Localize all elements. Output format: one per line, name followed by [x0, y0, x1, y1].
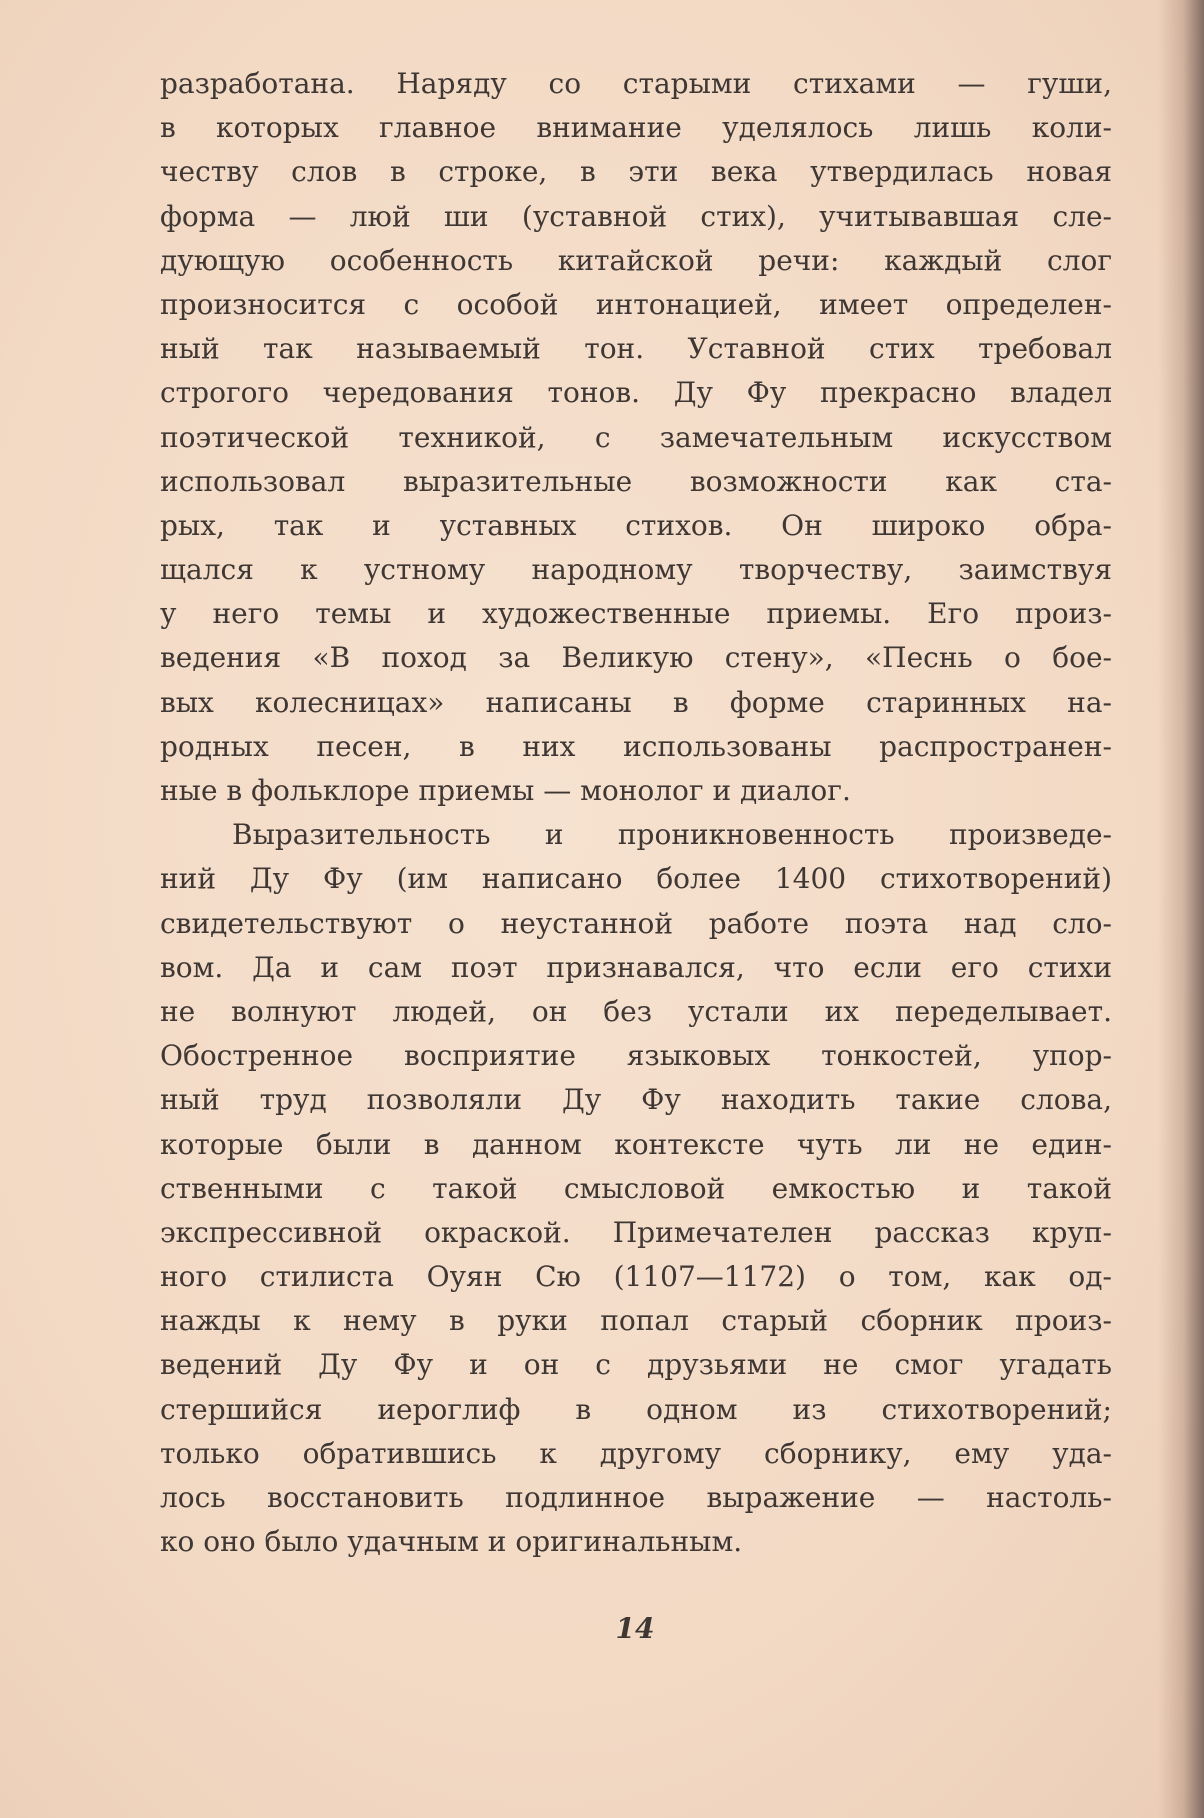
text-line: вых колесницах» написаны в форме старинных на-: [160, 685, 1112, 719]
text-line: в которых главное внимание уделялось лишь коли-: [160, 111, 1112, 145]
text-line: ственными с такой смысловой емкостью и такой: [160, 1171, 1112, 1205]
text-line: честву слов в строке, в эти века утвердилась новая: [160, 155, 1112, 189]
text-line: ведения «В поход за Великую стену», «Песнь о бое-: [160, 641, 1112, 675]
text-line: щался к устному народному творчеству, заимствуя: [160, 553, 1112, 587]
text-line: дующую особенность китайской речи: каждый слог: [160, 243, 1112, 277]
text-line: ко оно было удачным и оригинальным.: [160, 1525, 743, 1559]
body-text: [160, 62, 1112, 1564]
text-line: которые были в данном контексте чуть ли не един-: [160, 1127, 1112, 1161]
text-line: строгого чередования тонов. Ду Фу прекрасно владел: [160, 376, 1112, 410]
text-line: родных песен, в них использованы распространен-: [160, 729, 1112, 763]
text-line: поэтической техникой, с замечательным искусством: [160, 420, 1112, 454]
text-line: Выразительность и проникновенность произведе-: [232, 818, 1112, 852]
text-line: лось восстановить подлинное выражение — настоль-: [160, 1481, 1112, 1514]
text-line: вом. Да и сам поэт признавался, что если его стихи: [160, 950, 1112, 984]
text-line: ный труд позволяли Ду Фу находить такие слова,: [160, 1083, 1112, 1117]
text-line: форма — люй ши (уставной стих), учитывавшая сле-: [160, 199, 1112, 233]
text-line: у него темы и художественные приемы. Его произ-: [160, 597, 1112, 631]
paragraph: [160, 813, 1112, 1564]
text-line: только обратившись к другому сборнику, ему уда-: [160, 1436, 1112, 1470]
text-line: ные в фольклоре приемы — монолог и диалог.: [160, 774, 851, 807]
page-number: 14: [615, 1612, 655, 1645]
text-line: ного стилиста Оуян Сю (1107—1172) о том, как од-: [160, 1260, 1112, 1294]
page-edge-shadow: [1158, 0, 1204, 1818]
text-line: экспрессивной окраской. Примечателен рассказ круп-: [160, 1215, 1112, 1249]
text-line: произносится с особой интонацией, имеет определен-: [160, 287, 1112, 321]
text-line: рых, так и уставных стихов. Он широко обра-: [160, 508, 1112, 542]
text-line: свидетельствуют о неустанной работе поэта над сло-: [160, 906, 1112, 940]
text-line: использовал выразительные возможности как ста-: [160, 464, 1112, 498]
text-line: не волнуют людей, он без устали их переделывает.: [160, 994, 1112, 1028]
paragraph: [160, 62, 1112, 813]
text-line: нажды к нему в руки попал старый сборник произ-: [160, 1304, 1112, 1338]
text-line: ний Ду Фу (им написано более 1400 стихотворений): [160, 862, 1112, 896]
text-line: ный так называемый тон. Уставной стих требовал: [160, 332, 1112, 366]
text-line: разработана. Наряду со старыми стихами — гуши,: [160, 67, 1112, 100]
text-line: ведений Ду Фу и он с друзьями не смог угадать: [160, 1348, 1112, 1382]
text-line: стершийся иероглиф в одном из стихотворений;: [160, 1392, 1112, 1426]
text-line: Обостренное восприятие языковых тонкостей, упор-: [160, 1039, 1112, 1073]
